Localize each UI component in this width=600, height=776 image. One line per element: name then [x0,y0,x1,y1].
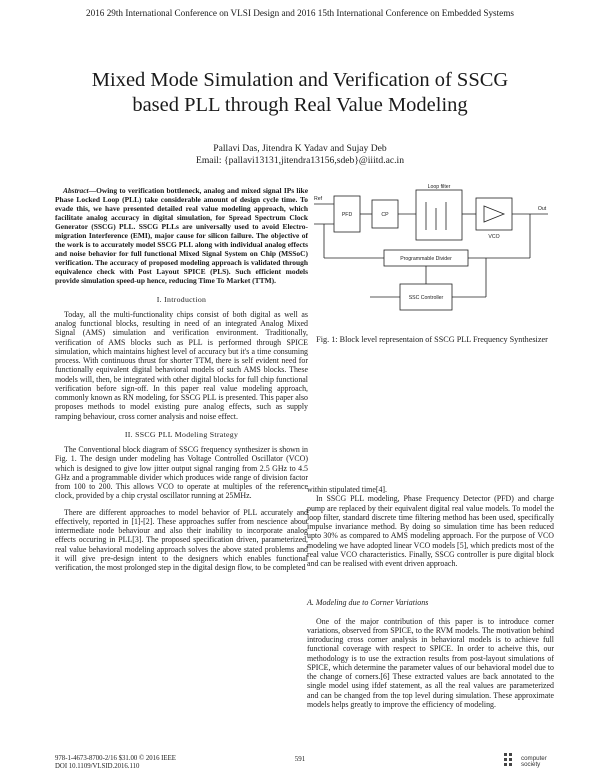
pll-block-diagram [310,180,554,330]
paper-title [30,68,570,118]
logo-line-2: society [521,761,541,769]
footer-isbn: 978-1-4673-8700-2/16 $31.00 © 2016 IEEE [55,755,176,762]
figure-caption: Fig. 1: Block level representaion of SSCG PLL Frequency Synthesizer [316,335,548,344]
author-names: Pallavi Das, Jitendra K Yadav and Sujay Deb [213,143,387,154]
author-block [0,143,600,166]
subsection-heading-a: A. Modeling due to Corner Variations [307,598,429,608]
ssc-label: SSC Controller [408,295,444,301]
intro-paragraph: Today, all the multi-functionality chips consist of both digital as well as analog functional blocks, resulting in need of an integrated Analog Mixed Signal (AMS) simulation and verification environment. Traditionally, verification of AMS blocks such as PLL is performed through SPICE simulation, which maintains highest level of accuracy but it's a time consuming process. With continuous thrust for shorter TTM, there is self evident need for functionally equivalent digital behavioral models of such AMS blocks. These models will, then, be integrated with other digital blocks for full chip functional verification before sign-off. In this paper real value modeling approach, commonly known as RN modeling, for SSCG PLL is presented. This paper also proposes methods to model existing pure analog effects, such as supply ramping behaviour, cross corner analysis and noise effect. [55,309,308,421]
conference-header: 2016 29th International Conference on VLSI Design and 2016 15th International Conference on Embedded Systems [86,8,514,18]
pfd-label: PFD [341,212,353,218]
page-number: 591 [294,755,306,763]
section-heading-introduction: I. Introduction [156,294,207,304]
out-label: Out [537,206,547,212]
right-paragraph-0: within stipulated time[4]. [307,485,387,494]
logo-line-1: computer [521,755,547,762]
right-column [307,485,554,709]
loop-filter-block [416,190,462,240]
author-email: Email: {pallavi13131,jitendra13156,sdeb}@iiitd.ac.in [195,154,404,166]
title-line-2: based PLL through Real Value Modeling [132,94,468,116]
right-paragraph-1: In SSCG PLL modeling, Phase Frequency Detector (PFD) and charge pump are replaced by their equivalent digital real value models. To model the loop filter, standard discrete time filtering method has been used, specifically impulse invariance method. By doing so simulation time has been reduced upto 30% as compared to AMS modeling approach. For the purpose of VCO modeling we have adopted linear VCO models [5], which predicts most of the real value VCO characteristics. Finally, SSCG controller is pure digital block and can be realised with event driven approach. [307,494,554,568]
left-column [55,186,308,572]
loop-filter-label: Loop filter [427,184,451,190]
logo-text [521,756,547,769]
abstract [55,186,308,286]
abstract-label: Abstract [63,186,89,195]
sscg-paragraph-1: The Conventional block diagram of SSCG frequency synthesizer is shown in Fig. 1. The design under modeling has Voltage Controlled Oscillator (VCO) which is designed to give low jitter output signal ranging from 2.5 GHz to 4.5 GHz and a programmable divider which produces wide range of division factor from 100 to 200. This allows VCO to operate at multiples of the reference clock, provided by a chip crystal oscillator running at 25MHz. [55,445,308,501]
vco-block [476,198,512,230]
sscg-paragraph-2: There are different approaches to model behavior of PLL accurately and effectively, reported in [1]-[2]. These approaches suffer from nescience about intermediate node behaviour and also their inability to incorporate analog effects occuring in PLL[3]. The proposed specification driven, parameterized, real value behavioral modeling approach solves the above stated problems and it will give pre-design intent to the designers which enables functional verification, the most prolonged step in the digital design flow, to be completed [55,507,308,573]
footer-doi: DOI 10.1109/VLSID.2016.110 [55,763,140,771]
cp-label: CP [381,212,389,218]
right-paragraph-2: One of the major contribution of this paper is to introduce corner variations, observed from SPICE, to the RVM models. The motivation behind introducing cross corner analysis in behavioral models is to achieve full functional coverage with respect to SPICE. In order to acheive this, our methodology is to use the extraction results from post-layout simulations of SPICE, which determine the parameter values of our behavioral model due to the change of corners.[6] These extracted values are back annotated to the single model using ifdef statement, as all the real values are parameterized and can be changed from the top level during simulation. These approximate models helps greatly to improve the efficiency of modeling. [307,616,554,709]
ref-label: Ref [313,196,323,202]
vco-label: VCO [488,234,500,240]
divider-label: Programmable Divider [400,256,452,262]
abstract-text: —Owing to verification bottleneck, analog and mixed signal IPs like Phase Locked Loop (PLL) take considerable amount of design cycle time. To evade this, we have presented detailed real value modeling approach, which facilitate analog accuracy in digital simulation, for Spread Spectrum Clock Generator (SSCG) PLL. SSCG PLLs are universally used to avoid Electro-migration Interference (EMI), major cause for silicon failure. The objective of the work is to accurately model SSCG PLL along with individual analog effects and noise behavior for full functional Mixed Signal System on Chip (MSSoC) verification. The accuracy of proposed modeling approach is validated through equivalence check with Post Layout SPICE (PLS). Such efficient models provide simulation speed-up hence, reducing Time To Market (TTM). [55,186,308,286]
title-line-1: Mixed Mode Simulation and Verification of SSCG [91,69,509,91]
section-heading-sscg: II. SSCG PLL Modeling Strategy [124,429,239,439]
